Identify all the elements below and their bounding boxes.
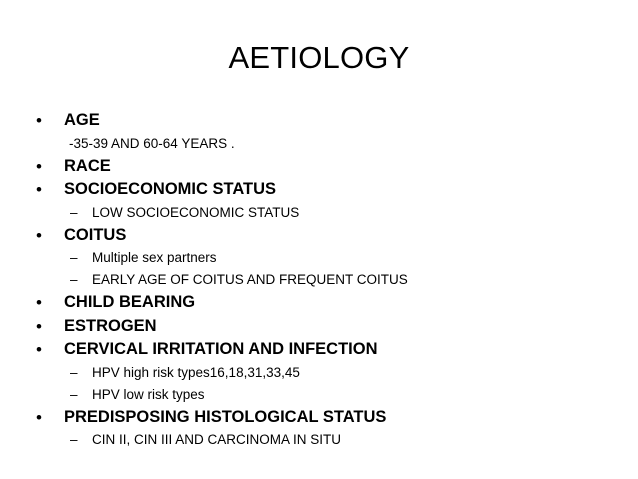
bullet-item-predisposing-histological-status: [36, 406, 626, 430]
bullet-icon: •: [36, 180, 42, 199]
sub-item-label: EARLY AGE OF COITUS AND FREQUENT COITUS: [92, 272, 408, 287]
bullet-icon: •: [36, 156, 42, 176]
slide-title: AETIOLOGY: [228, 40, 410, 75]
bullet-item-race: [36, 155, 626, 179]
bullet-icon: •: [36, 407, 42, 427]
bullet-item-coitus: [36, 224, 626, 248]
bullet-label: SOCIOECONOMIC STATUS: [64, 180, 277, 198]
bullet-label: AGE: [64, 111, 100, 129]
sub-item-age-note: [36, 133, 626, 155]
sub-item: [36, 202, 626, 224]
sub-item: [36, 362, 626, 384]
sub-item-label: HPV high risk types16,18,31,33,45: [92, 364, 300, 380]
sub-item-label: -35-39 AND 60-64 YEARS .: [69, 135, 235, 151]
bullet-label: PREDISPOSING HISTOLOGICAL STATUS: [64, 407, 387, 426]
bullet-icon: •: [36, 316, 42, 336]
bullet-list: [36, 109, 626, 451]
sub-item-label: CIN II, CIN III AND CARCINOMA IN SITU: [92, 432, 342, 447]
sub-item: [36, 247, 626, 269]
bullet-item-age: [36, 109, 626, 133]
bullet-icon: •: [36, 340, 42, 359]
dash-icon: –: [70, 272, 78, 287]
sub-item: [36, 429, 626, 451]
dash-icon: –: [70, 204, 78, 220]
bullet-item-estrogen: [36, 315, 626, 339]
sub-item: [36, 269, 626, 291]
sub-item-label: HPV low risk types: [92, 386, 205, 402]
bullet-item-child-bearing: [36, 291, 626, 315]
bullet-label: ESTROGEN: [64, 316, 157, 335]
dash-icon: –: [70, 364, 78, 380]
sub-item-label: LOW SOCIOECONOMIC STATUS: [92, 204, 300, 220]
bullet-item-cervical-irritation: [36, 338, 626, 362]
sub-item-label: Multiple sex partners: [92, 250, 217, 265]
bullet-label: CHILD BEARING: [64, 293, 196, 311]
dash-icon: –: [70, 432, 78, 447]
dash-icon: –: [70, 250, 78, 265]
bullet-icon: •: [36, 111, 42, 130]
bullet-icon: •: [36, 293, 42, 312]
bullet-icon: •: [36, 225, 42, 245]
sub-item: [36, 384, 626, 406]
bullet-item-socioeconomic-status: [36, 178, 626, 202]
bullet-label: COITUS: [64, 225, 127, 244]
bullet-label: RACE: [64, 156, 111, 175]
dash-icon: –: [70, 386, 78, 402]
bullet-label: CERVICAL IRRITATION AND INFECTION: [64, 340, 378, 358]
